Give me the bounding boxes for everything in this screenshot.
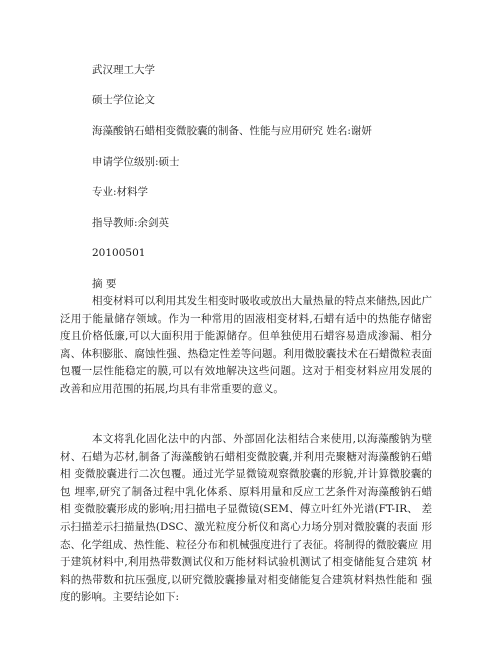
thesis-type: 硕士学位论文: [92, 94, 155, 106]
abstract-heading: 摘 要: [92, 278, 117, 290]
submission-date: 20100501: [92, 247, 146, 259]
advisor: 指导教师:余剑英: [92, 217, 170, 229]
university-name: 武汉理工大学: [92, 64, 155, 76]
thesis-title-author: 海藻酸钠石蜡相变微胶囊的制备、性能与应用研究 姓名:谢妍: [92, 125, 372, 137]
degree-level: 申请学位级别:硕士: [92, 156, 180, 168]
abstract-paragraph-1: 相变材料可以利用其发生相变时吸收或放出大量热量的特点来储热,因此广 泛用于能量储存领域。作为一种常用的固液相变材料,石蜡有适中的热能存储密 度且价格低廉,可以大面积用于能源储存。但单独使用石蜡容易造成渗漏、相分 离、体积膨胀、腐蚀性强、热稳定性差等问题。利用微胶囊技术在石蜡微粒表面 包覆一层性能稳定的膜,可以有效地解决这些问题。这对于相变材料应用发展的 改善和应用范围的拓展,均具有非常重要的意义。: [60, 295, 432, 395]
abstract-paragraph-2: 本文将乳化固化法中的内部、外部固化法相结合来使用,以海藻酸钠为壁材、石蜡为芯材,制备了海藻酸钠石蜡相变微胶囊,并利用壳聚糖对海藻酸钠石蜡相 变微胶囊进行二次包覆。通过光学显微镜观察微胶囊的形貌,并计算微胶囊的包 埋率,研究了制备过程中乳化体系、原料用量和反应工艺条件对海藻酸钠石蜡相 变微胶囊形成的影响;用扫描电子显微镜(SEM、傅立叶红外光谱(FT-IR、 差示扫描差示扫描量热(DSC、激光粒度分析仪和离心力场分别对微胶囊的表面 形态、化学组成、热性能、粒径分布和机械强度进行了表征。将制得的微胶囊应 用于建筑材料中,利用热带数测试仪和万能材料试验机测试了相变储能复合建筑 材料的热带数和抗压强度,以研究微胶囊掺量对相变储能复合建筑材料热性能和 强度的影响。主要结论如下:: [60, 433, 432, 604]
major: 专业:材料学: [92, 186, 149, 198]
